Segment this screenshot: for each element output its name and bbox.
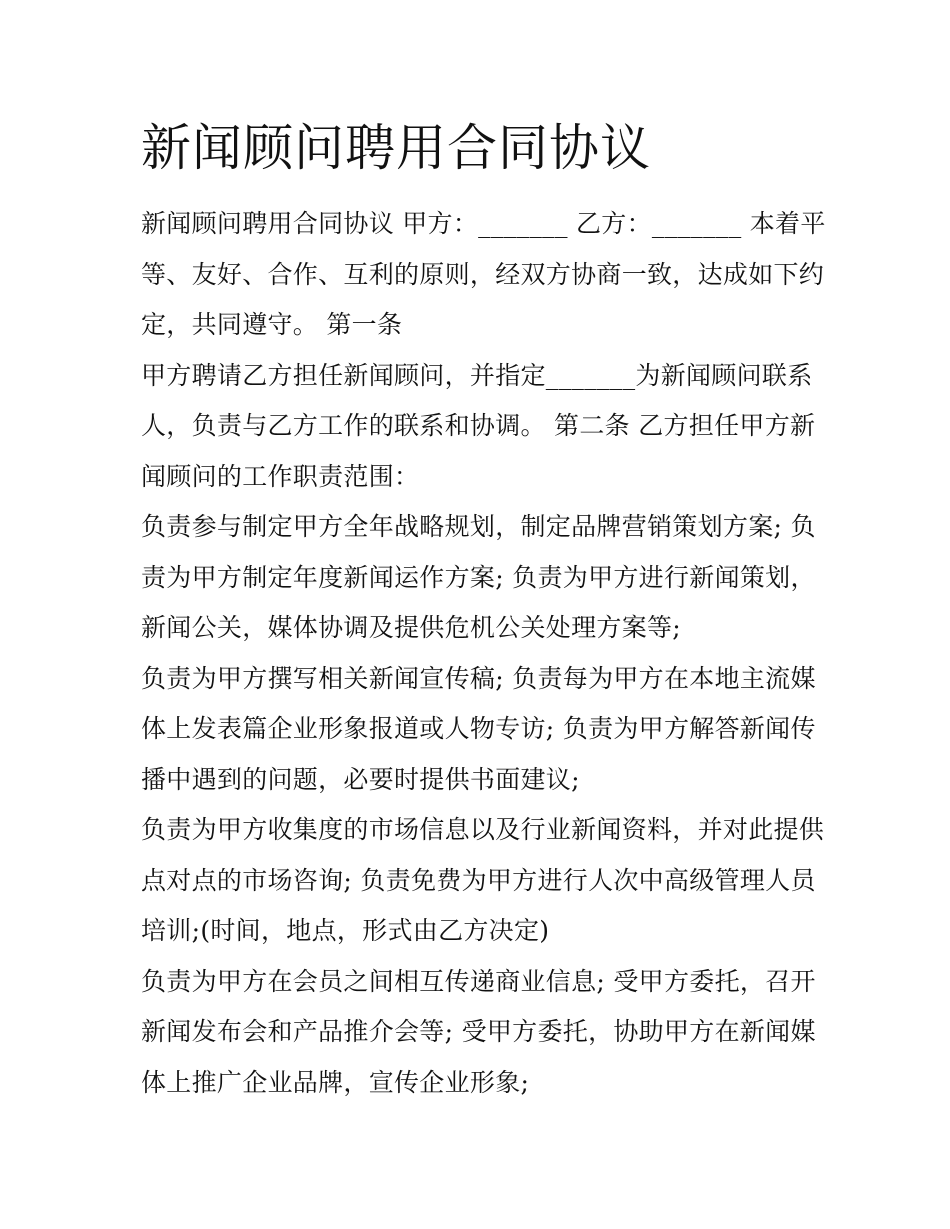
body-line: 体上发表篇企业形象报道或人物专访; 负责为甲方解答新闻传 [141, 714, 816, 743]
document-title: 新闻顾问聘用合同协议 [141, 119, 651, 177]
body-line: 培训;(时间，地点，形式由乙方决定) [141, 916, 550, 945]
document-body [141, 199, 826, 1108]
body-line: 责为甲方制定年度新闻运作方案; 负责为甲方进行新闻策划， [141, 562, 816, 592]
body-line: 点对点的市场咨询; 负责免费为甲方进行人次中高级管理人员 [141, 865, 816, 895]
body-line: 播中遇到的问题，必要时提供书面建议; [141, 764, 580, 794]
body-line: 负责为甲方撰写相关新闻宣传稿; 负责每为甲方在本地主流媒 [141, 663, 816, 693]
body-line: 新闻顾问聘用合同协议 甲方：_______ 乙方：_______ 本着平 [141, 209, 826, 238]
body-line: 等、友好、合作、互利的原则，经双方协商一致，达成如下约 [141, 259, 825, 289]
body-line: 定，共同遵守。 第一条 [141, 310, 403, 339]
body-line: 负责参与制定甲方全年战略规划，制定品牌营销策划方案; 负 [141, 512, 816, 541]
body-line: 人，负责与乙方工作的联系和协调。 第二条 乙方担任甲方新 [141, 411, 816, 440]
body-line: 负责为甲方收集度的市场信息以及行业新闻资料，并对此提供 [141, 815, 825, 844]
body-line: 负责为甲方在会员之间相互传递商业信息; 受甲方委托，召开 [141, 966, 816, 996]
body-line: 新闻公关，媒体协调及提供危机公关处理方案等; [141, 613, 682, 642]
body-line: 体上推广企业品牌，宣传企业形象; [141, 1067, 530, 1097]
body-line: 新闻发布会和产品推介会等; 受甲方委托，协助甲方在新闻媒 [141, 1017, 816, 1046]
body-line: 闻顾问的工作职责范围： [141, 461, 420, 491]
body-line: 甲方聘请乙方担任新闻顾问，并指定_______为新闻顾问联系 [141, 360, 813, 390]
